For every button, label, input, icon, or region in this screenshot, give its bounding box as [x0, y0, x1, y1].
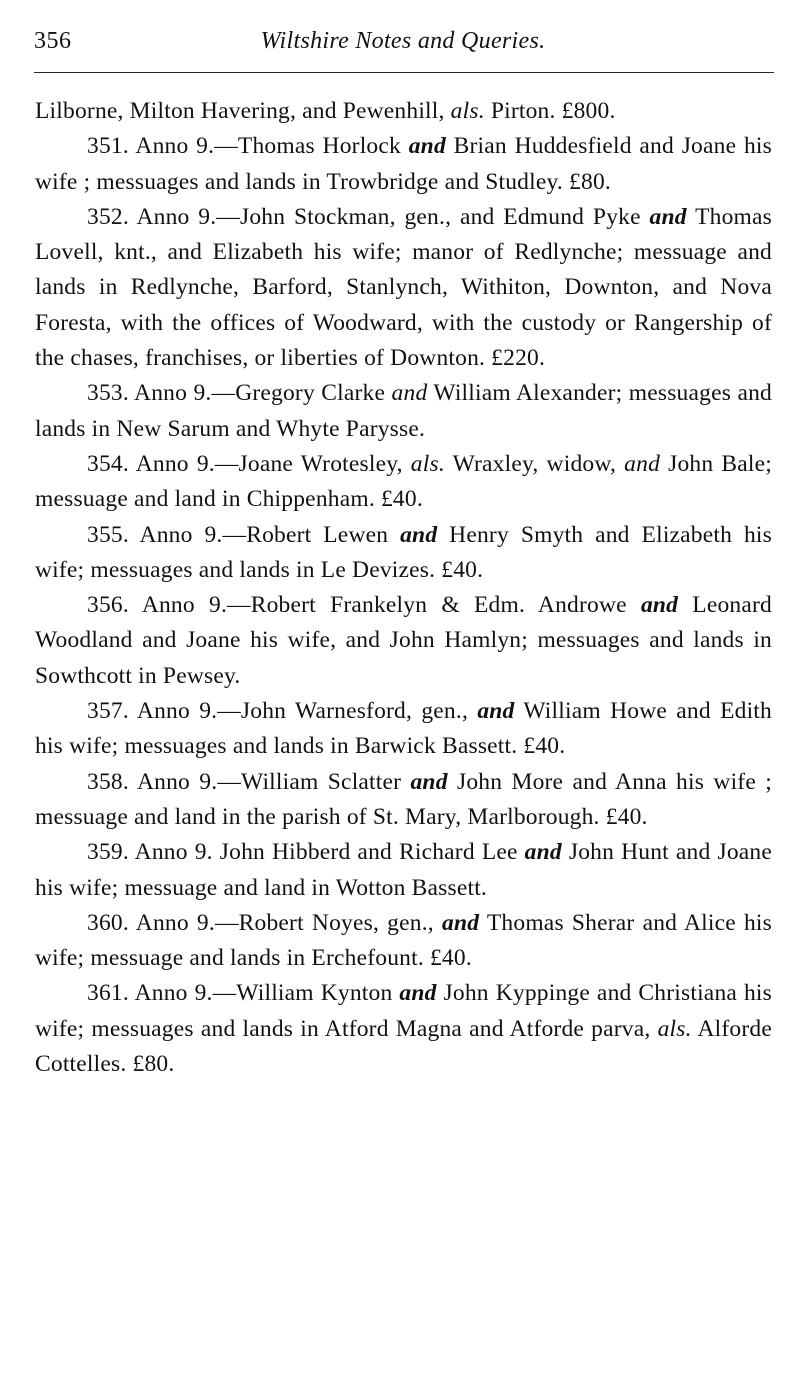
entry-text: Leonard Woodland and Joane his wife, and John Hamlyn; messuages and lands in Sowthcott in Pewsey.: [35, 592, 772, 689]
entry-text: Anno 9.—Joane Wrotesley,: [128, 450, 411, 477]
entry-paragraph: [35, 447, 772, 518]
running-title: Wiltshire Notes and Queries.: [260, 28, 546, 54]
entry-number: 351.: [87, 133, 129, 160]
entry-text: Henry Smyth and Elizabeth his wife; messuages and lands in Le Devizes. £40.: [35, 521, 772, 583]
italic-text: and: [410, 768, 448, 795]
entry-paragraph: [35, 765, 772, 836]
entry-text: Anno 9.—Gregory Clarke: [128, 380, 392, 407]
entry-number: 352.: [87, 203, 129, 230]
italic-text: and: [391, 380, 428, 407]
entry-text: Thomas Lovell, knt., and Elizabeth his wife; manor of Redlynche; messuage and lands in Redlynche, Barford, Stanlynch, Withiton, Downton, and Nova Foresta, with the offices of Woodward, with the custody or Rangership of the chases, franchises, or liberties of Downton. £220.: [35, 203, 772, 372]
italic-text: and: [624, 450, 661, 477]
entry-paragraph: [35, 200, 772, 376]
italic-text: and: [408, 133, 446, 160]
italic-text: and: [640, 592, 679, 619]
entry-text: Alforde Cottelles. £80.: [35, 1015, 772, 1078]
entry-paragraph: [35, 376, 772, 447]
italic-text: als.: [450, 98, 485, 124]
entry-number: 358.: [87, 768, 129, 795]
entry-paragraph: [35, 835, 772, 906]
entry-text: Thomas Sherar and Alice his wife; messuage and lands in Erchefount. £40.: [35, 909, 772, 972]
entry-paragraph: [35, 906, 772, 977]
entry-number: 360.: [87, 909, 129, 936]
entry-text: Wraxley, widow,: [444, 450, 625, 477]
entry-paragraph: [35, 129, 772, 200]
entry-text: Anno 9.—Thomas Horlock: [128, 133, 409, 160]
entry-text: John Bale; messuage and land in Chippenham. £40.: [35, 450, 772, 513]
entry-text: Anno 9.—Robert Frankelyn & Edm. Androwe: [128, 592, 641, 619]
entry-text: William Alexander; messuages and lands in New Sarum and Whyte Parysse.: [35, 380, 772, 442]
entry-text: William Howe and Edith his wife; messuages and lands in Barwick Bassett. £40.: [35, 698, 772, 760]
entry-text: Brian Huddesfield and Joane his wife ; messuages and lands in Trowbridge and Studley. £80.: [35, 133, 772, 195]
header-rule: [34, 72, 774, 73]
italic-text: als.: [657, 1015, 692, 1042]
page-number: 356: [34, 28, 72, 54]
entry-paragraph: [35, 976, 772, 1082]
entry-text: John Hunt and Joane his wife; messuage and land in Wotton Bassett.: [35, 839, 772, 901]
entry-text: Anno 9.—John Stockman, gen., and Edmund Pyke: [128, 203, 650, 230]
entry-paragraph: [35, 518, 772, 589]
entry-paragraph: [35, 588, 772, 694]
italic-text: and: [442, 909, 480, 936]
entry-number: 354.: [87, 450, 129, 477]
entry-text: Lilborne, Milton Havering, and Pewenhill,: [35, 98, 451, 124]
italic-text: and: [399, 980, 437, 1007]
entry-number: 359.: [87, 839, 129, 866]
italic-text: and: [477, 698, 515, 725]
continued-paragraph: [35, 94, 772, 129]
entry-text: Anno 9.—Robert Lewen: [128, 521, 401, 548]
entry-text: John More and Anna his wife ; messuage and land in the parish of St. Mary, Marlborough. £40.: [35, 768, 772, 830]
italic-text: and: [649, 203, 687, 230]
entry-number: 357.: [87, 698, 129, 725]
entry-text: Anno 9.—Robert Noyes, gen.,: [128, 909, 442, 936]
entry-number: 361.: [87, 980, 129, 1007]
italic-text: and: [400, 521, 438, 548]
entry-text: Anno 9.—John Warnesford, gen.,: [128, 698, 478, 725]
document-body: [35, 94, 772, 1082]
entry-text: Anno 9.—William Kynton: [128, 980, 400, 1007]
italic-text: and: [524, 839, 562, 866]
entry-number: 356.: [87, 592, 129, 619]
page-header: [34, 28, 772, 60]
entry-text: Anno 9.—William Sclatter: [128, 768, 411, 795]
entry-number: 355.: [87, 521, 129, 548]
italic-text: als.: [410, 450, 445, 477]
entry-number: 353.: [87, 380, 129, 407]
entry-text: John Kyppinge and Christiana his wife; messuages and lands in Atford Magna and Atforde parva,: [35, 980, 773, 1042]
entry-text: Anno 9. John Hibberd and Richard Lee: [128, 839, 525, 866]
entry-text: Pirton. £800.: [484, 98, 616, 124]
entry-paragraph: [35, 694, 772, 765]
